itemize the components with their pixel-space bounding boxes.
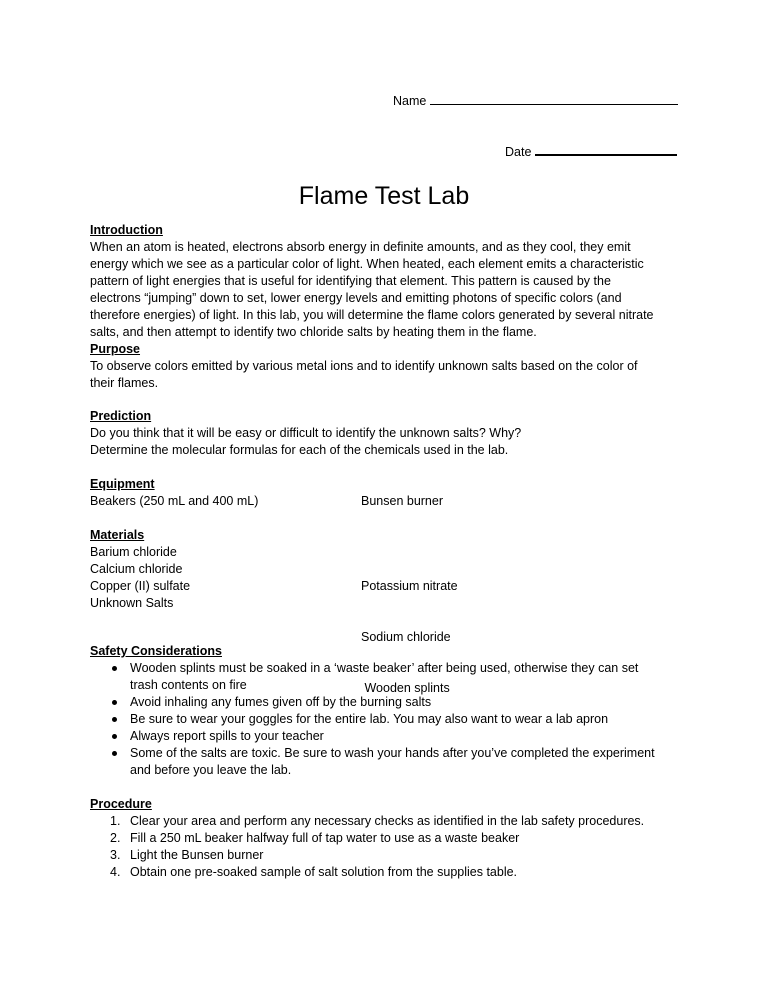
materials-item: Copper (II) sulfate	[90, 579, 191, 593]
purpose-section	[90, 341, 680, 392]
safety-item-line: trash contents on fire	[130, 678, 247, 692]
introduction-line: salts, and then attempt to identify two chloride salts by heating them in the flame.	[90, 325, 537, 339]
safety-item	[90, 711, 690, 728]
date-field	[505, 141, 677, 161]
materials-item: Sodium chloride	[361, 630, 451, 644]
safety-section	[90, 643, 690, 779]
safety-item-line: and before you leave the lab.	[130, 763, 292, 777]
procedure-step-number: 1.	[110, 814, 121, 828]
purpose-line: To observe colors emitted by various metal ions and to identify unknown salts based on the color of	[90, 359, 638, 373]
procedure-step-text: Clear your area and perform any necessary checks as identified in the lab safety procedures.	[130, 814, 645, 828]
materials-heading: Materials	[90, 528, 145, 542]
introduction-line: energy which we see as a particular color of light. When heated, each element emits a characteristic	[90, 257, 644, 271]
date-label: Date	[505, 145, 532, 159]
materials-item: Calcium chloride	[90, 562, 183, 576]
procedure-step-number: 3.	[110, 848, 121, 862]
equipment-item: Bunsen burner	[361, 494, 444, 508]
materials-item: Potassium nitrate	[361, 579, 458, 593]
procedure-list	[90, 813, 690, 881]
purpose-heading: Purpose	[90, 342, 141, 356]
equipment-heading: Equipment	[90, 477, 155, 491]
introduction-line: therefore energies) of light. In this lab, you will determine the flame colors generated by several nitrate	[90, 308, 654, 322]
date-blank-line[interactable]	[535, 141, 677, 156]
equipment-item: Beakers (250 mL and 400 mL)	[90, 494, 259, 508]
name-label: Name	[393, 94, 427, 108]
name-blank-line[interactable]	[430, 91, 678, 105]
safety-item-line: Avoid inhaling any fumes given off by the burning salts	[130, 695, 432, 709]
safety-heading: Safety Considerations	[90, 644, 222, 658]
procedure-section	[90, 796, 690, 881]
introduction-heading: Introduction	[90, 223, 163, 237]
safety-list	[90, 660, 690, 779]
purpose-line: their flames.	[90, 376, 159, 390]
safety-item-line: Always report spills to your teacher	[130, 729, 324, 743]
procedure-step-text: Light the Bunsen burner	[130, 848, 264, 862]
prediction-line: Determine the molecular formulas for each of the chemicals used in the lab.	[90, 443, 509, 457]
safety-item-line: Wooden splints must be soaked in a ‘waste beaker’ after being used, otherwise they can set	[130, 661, 639, 675]
page-title: Flame Test Lab	[298, 182, 470, 210]
procedure-step-text: Fill a 250 mL beaker halfway full of tap water to use as a waste beaker	[130, 831, 520, 845]
procedure-step	[90, 813, 690, 830]
name-field	[393, 91, 678, 110]
procedure-step	[90, 847, 690, 864]
safety-item-line: Be sure to wear your goggles for the entire lab. You may also want to wear a lab apron	[130, 712, 609, 726]
materials-item: Unknown Salts	[90, 596, 174, 610]
procedure-step-text: Obtain one pre-soaked sample of salt solution from the supplies table.	[130, 865, 518, 879]
prediction-section	[90, 408, 680, 459]
equipment-right-column	[361, 493, 443, 510]
materials-item: Barium chloride	[90, 545, 177, 559]
procedure-step	[90, 830, 690, 847]
safety-item	[90, 694, 690, 711]
safety-item	[90, 745, 690, 779]
materials-item: Wooden splints	[361, 681, 450, 695]
safety-item-line: Some of the salts are toxic. Be sure to wash your hands after you’ve completed the experiment	[130, 746, 655, 760]
introduction-section	[90, 222, 680, 341]
safety-item	[90, 728, 690, 745]
prediction-line: Do you think that it will be easy or difficult to identify the unknown salts? Why?	[90, 426, 522, 440]
procedure-step	[90, 864, 690, 881]
procedure-step-number: 4.	[110, 865, 121, 879]
safety-item	[90, 660, 690, 694]
prediction-heading: Prediction	[90, 409, 152, 423]
introduction-line: electrons “jumping” down to set, lower energy levels and emitting photons of specific colors (and	[90, 291, 622, 305]
introduction-line: When an atom is heated, electrons absorb energy in definite amounts, and as they cool, they emit	[90, 240, 631, 254]
procedure-step-number: 2.	[110, 831, 121, 845]
introduction-line: pattern of light energies that is useful for identifying that element. This pattern is caused by the	[90, 274, 611, 288]
procedure-heading: Procedure	[90, 797, 152, 811]
